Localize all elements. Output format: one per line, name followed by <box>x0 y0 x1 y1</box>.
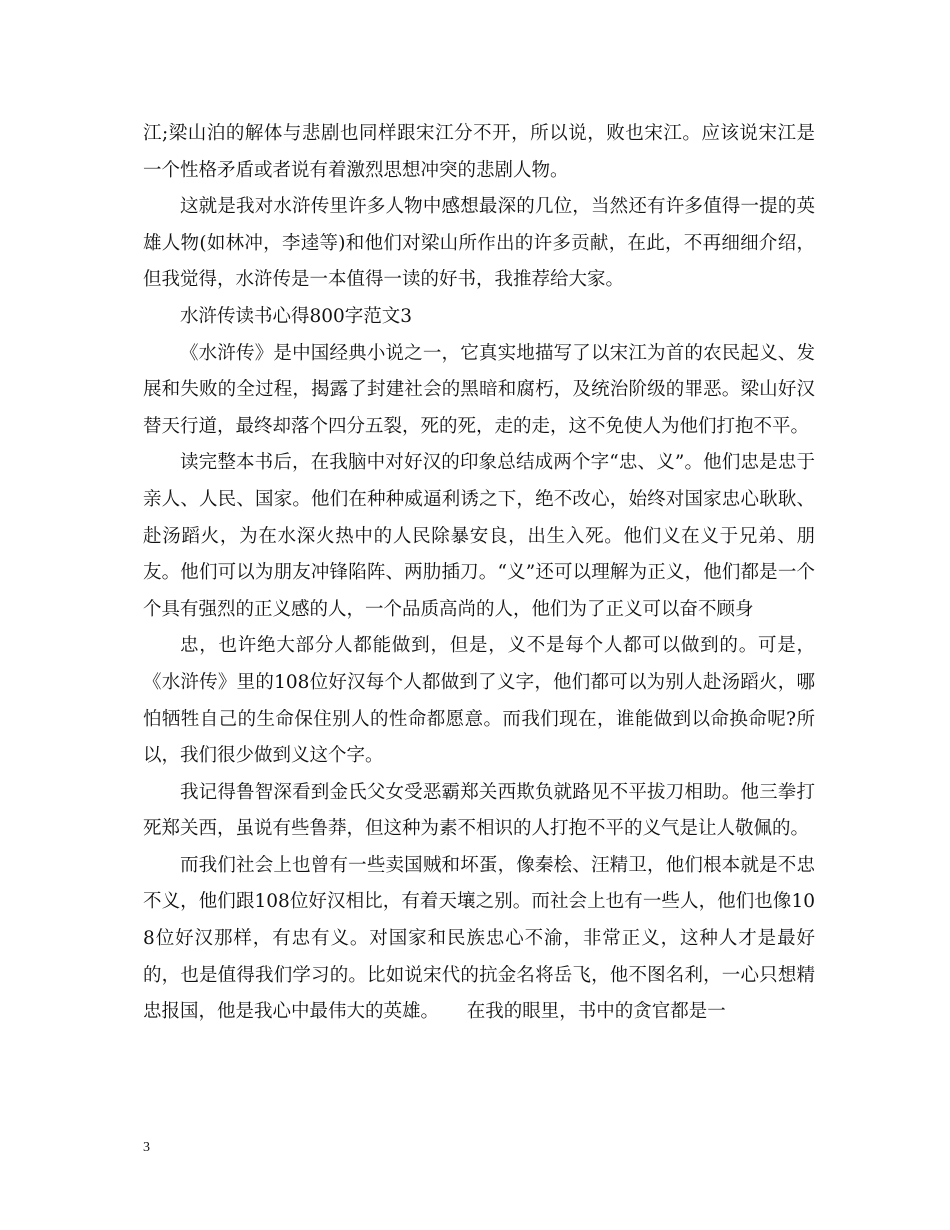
paragraph-3: 《水浒传》是中国经典小说之一，它真实地描写了以宋江为首的农民起义、发展和失败的全过程，揭露了封建社会的黑暗和腐朽，及统治阶级的罪恶。梁山好汉替天行道，最终却落个四分五裂，死的死，走的走，这不免使人为他们打抱不平。 <box>143 342 815 437</box>
paragraph-1: 江;梁山泊的解体与悲剧也同样跟宋江分不开，所以说，败也宋江。应该说宋江是一个性格矛盾或者说有着激烈思想冲突的悲剧人物。 <box>143 123 815 181</box>
document-body <box>143 116 815 1031</box>
paragraph-2: 这就是我对水浒传里许多人物中感想最深的几位，当然还有许多值得一提的英雄人物(如林冲，李逵等)和他们对梁山所作出的许多贡献，在此，不再细细介绍，但我觉得，水浒传是一本值得一读的好书，我推荐给大家。 <box>143 196 815 291</box>
page-number: 3 <box>143 1140 150 1155</box>
paragraph-6: 我记得鲁智深看到金氏父女受恶霸郑关西欺负就路见不平拔刀相助。他三拳打死郑关西，虽说有些鲁莽，但这种为素不相识的人打抱不平的义气是让人敬佩的。 <box>143 781 815 840</box>
section-heading: 水浒传读书心得800字范文3 <box>180 305 413 327</box>
paragraph-7: 而我们社会上也曾有一些卖国贼和坏蛋，像秦桧、汪精卫，他们根本就是不忠不义，他们跟108位好汉相比，有着天壤之别。而社会上也有一些人，他们也像108位好汉那样，有忠有义。对国家和民族忠心不渝，非常正义，这种人才是最好的，也是值得我们学习的。比如说宋代的抗金名将岳飞，他不图名利，一心只想精忠报国，他是我心中最伟大的英雄。 在我的眼里，书中的贪官都是一 <box>143 854 815 1023</box>
paragraph-5: 忠，也许绝大部分人都能做到，但是，义不是每个人都可以做到的。可是，《水浒传》里的108位好汉每个人都做到了义字，他们都可以为别人赴汤蹈火，哪怕牺牲自己的生命保住别人的性命都愿意。而我们现在，谁能做到以命换命呢?所以，我们很少做到义这个字。 <box>143 635 815 767</box>
paragraph-4: 读完整本书后，在我脑中对好汉的印象总结成两个字“忠、义”。他们忠是忠于亲人、人民、国家。他们在种种威逼利诱之下，绝不改心，始终对国家忠心耿耿、赴汤蹈火，为在水深火热中的人民除暴安良，出生入死。他们义在义于兄弟、朋友。他们可以为朋友冲锋陷阵、两肋插刀。“义”还可以理解为正义，他们都是一个个具有强烈的正义感的人，一个品质高尚的人，他们为了正义可以奋不顾身 <box>143 452 815 620</box>
